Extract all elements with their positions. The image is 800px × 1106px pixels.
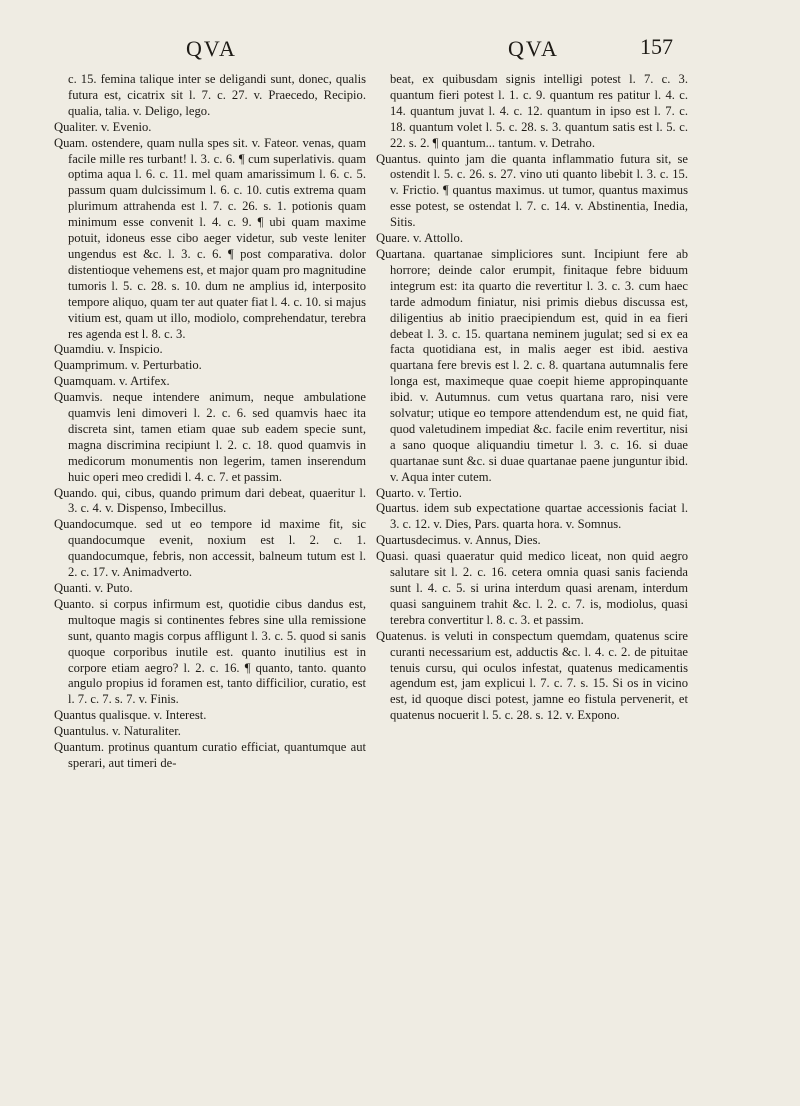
dictionary-entry: Quasi. quasi quaeratur quid medico liceat, non quid aegro salutare sit l. 2. c. 16. cetera omnia quasi sanis facienda sunt l. 4. c. 5. si urina interdum quasi arenam, interdum quasi sanguinem trahit &c. l. 2. c. 7. is, modiolus, quasi terebra convertitur l. 8. c. 3. et passim. [376,549,688,627]
dictionary-entry: c. 15. femina talique inter se deligandi sunt, donec, qualis futura est, cicatrix sit l. 7. c. 27. v. Praecedo, Recipio. qualia, talia. v. Deligo, lego. [68,72,366,118]
right-column [376,72,688,724]
dictionary-entry: Quamprimum. v. Perturbatio. [54,358,202,373]
dictionary-entry: Quartusdecimus. v. Annus, Dies. [376,533,541,548]
dictionary-entry: Quamvis. neque intendere animum, neque ambulatione quamvis leni dimoveri l. 2. c. 6. sed quamvis haec ita discreta sint, tamen etiam quae sub eadem specie sunt, magna discrimina recipiunt l. 2. c. 18. quod quamvis in medicorum monumentis non legerim, tamen inserendum huic operi meo credidi l. 4. c. 7. et passim. [54,390,366,484]
dictionary-entry: Quamquam. v. Artifex. [54,374,170,389]
dictionary-entry: Quantulus. v. Naturaliter. [54,724,181,739]
running-head-left: QVA [186,36,237,61]
dictionary-entry: Quandocumque. sed ut eo tempore id maxime fit, sic quandocumque evenit, noxium est l. 2. c. 1. quandocumque, febris, non accessit, balneum tutum est l. 2. c. 17. v. Animadverto. [54,517,366,580]
dictionary-entry: Quatenus. is veluti in conspectum quemdam, quatenus scire curanti necessarium est, adductis &c. l. 4. c. 2. de pituitae tenuis cursu, qui oculos infestat, quatenus medicamentis agendum est, jam explicui l. 7. c. 7. s. 15. Si os in vicino est, id quoque disci potest, jamne eo fistula pervenerit, et quatenus nocuerit l. 5. c. 28. s. 12. v. Expono. [376,628,688,723]
dictionary-entry: Quarto. v. Tertio. [376,485,462,500]
page-number: 157 [640,34,673,59]
dictionary-entry: Quanti. v. Puto. [54,581,133,595]
dictionary-entry: beat, ex quibusdam signis intelligi potest l. 7. c. 3. quantum fieri potest l. 1. c. 9. quantum res patitur l. 4. c. 14. quantum juvat l. 4. c. 12. quantum in ipso est l. 7. c. 18. quantum volet l. 5. c. 28. s. 3. quantum satis est l. 5. c. 22. s. 2. ¶ quantum... tantum. v. Detraho. [390,72,688,150]
dictionary-entry: Quare. v. Attollo. [376,231,463,246]
dictionary-entry: Quanto. si corpus infirmum est, quotidie cibus dandus est, multoque magis si continentes febres sine ulla remissione sunt, quanto magis corpus affligunt l. 3. c. 5. quod si sanis quoque corporibus inutile est. quanto inutilius est in corpore etiam aegro? l. 2. c. 16. ¶ quanto, tanto. quanto angulo propius id foramen est, tanto difficilior, curatio, est l. 7. c. 7. s. 7. v. Finis. [54,596,366,707]
dictionary-entry: Quam. ostendere, quam nulla spes sit. v. Fateor. venas, quam facile mille res turbant! l. 3. c. 6. ¶ cum superlativis. quam optima aqua l. 6. c. 11. mel quam amarissimum l. 6. c. 5. passum quam dulcissimum l. 6. c. 10. cutis extrema quam plurimum attrahenda est l. 7. c. 26. s. 1. potionis quam minimum esse convenit l. 4. c. 9. ¶ ubi quam maxime potuit, idoneus esse cibo aeger videtur, sub veste leniter ungendus est &c. l. 3. c. 6. ¶ post comparativa. dolor distentioque vehemens est, et major quam pro magnitudine tumoris l. 5. c. 28. s. 10. dum ne amplius id, interposito tempore aliquo, quam ter aut quater fiat l. 4. c. 10. si majus vitium est, quam ut illo, modiolo, comprehendatur, terebra res agenda est l. 8. c. 3. [54,135,366,341]
running-head-right: QVA [508,36,559,61]
left-column [54,72,366,772]
dictionary-entry: Quantum. protinus quantum curatio efficiat, quantumque aut sperari, aut timeri de- [54,740,366,770]
dictionary-entry: Quartana. quartanae simpliciores sunt. Incipiunt fere ab horrore; deinde calor erumpit, finitaque febre biduum integrum est: ita quarto die revertitur l. 3. c. 3. cum haec tarde admodum finiatur, nisi primis diebus discussa est, diligentius ab initio praecipiendum est, quid in ea fieri debeat l. 3. c. 15. quartana neminem jugulat; sed si ex ea facta quotidiana est, in malis aeger est ibid. aestiva quartana fere brevis est l. 2. c. 8. quartana autumnalis fere longa est, maximeque quae coepit hieme appropinquante ibid. v. Autumnus. cum vetus quartana raro, nisi vere solvatur; utique eo tempore attendendum est, ne quid fiat, quod valetudinem impediat &c. facile enim revertitur, nisi a sano quoque aliquandiu timetur l. 3. c. 16. si duae quartanae sunt &c. si duae quartanae paene junguntur ibid. v. Aqua inter cutem. [376,246,688,484]
dictionary-entry: Quantus. quinto jam die quanta inflammatio futura sit, se ostendit l. 5. c. 26. s. 27. vino uti quanto libebit l. 3. c. 15. v. Frictio. ¶ quantus maximus. ut tumor, quantus maximus esse potest, se ostendat l. 7. c. 14. v. Abstinentia, Inedia, Sitis. [376,151,688,230]
dictionary-entry: Quamdiu. v. Inspicio. [54,342,163,357]
dictionary-entry: Quartus. idem sub expectatione quartae accessionis faciat l. 3. c. 12. v. Dies, Pars. quarta hora. v. Somnus. [376,501,688,532]
dictionary-entry: Quando. qui, cibus, quando primum dari debeat, quaeritur l. 3. c. 4. v. Dispenso, Imbecillus. [54,485,366,516]
dictionary-entry: Qualiter. v. Evenio. [54,119,152,134]
dictionary-entry: Quantus qualisque. v. Interest. [54,708,207,723]
